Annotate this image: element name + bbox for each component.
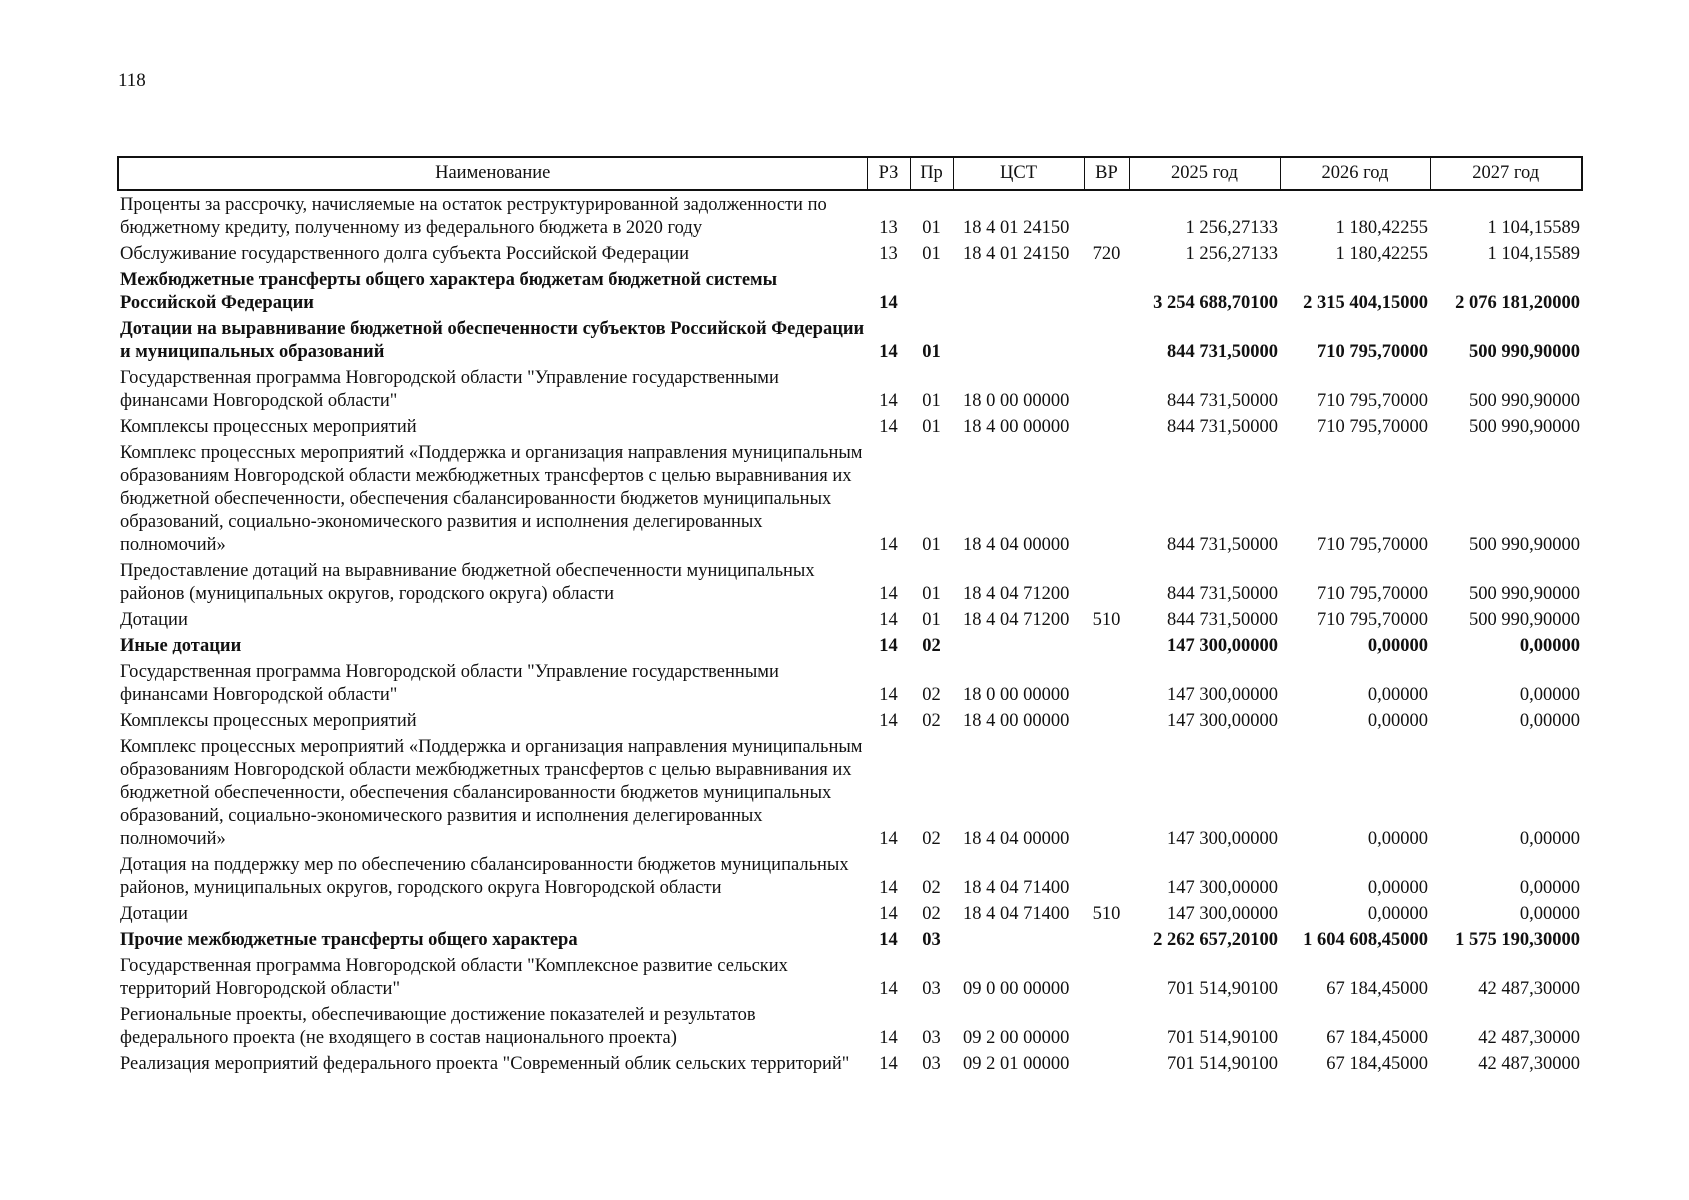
row-value-2026: 67 184,45000 — [1326, 979, 1428, 999]
row-cst: 09 2 01 00000 — [963, 1054, 1070, 1074]
row-vr — [1084, 658, 1129, 707]
row-name: Дотация на поддержку мер по обеспечению сбалансированности бюджетов муниципальных районов, муниципальных округов, городского округа Новгородской области — [120, 855, 849, 898]
row-value-2027: 500 990,90000 — [1469, 342, 1580, 362]
row-cst: 18 4 01 24150 — [963, 218, 1070, 238]
row-name: Иные дотации — [120, 636, 242, 656]
row-value-2025: 147 300,00000 — [1167, 685, 1278, 705]
table-row — [118, 707, 1582, 733]
row-value-2026: 0,00000 — [1367, 878, 1428, 898]
row-rz: 14 — [879, 904, 898, 924]
row-rz: 14 — [879, 584, 898, 604]
row-value-2025: 844 731,50000 — [1167, 535, 1278, 555]
row-value-2027: 0,00000 — [1519, 829, 1580, 849]
row-value-2026: 0,00000 — [1367, 904, 1428, 924]
row-value-2025: 147 300,00000 — [1167, 904, 1278, 924]
header-2025: 2025 год — [1129, 157, 1280, 190]
table-row — [118, 851, 1582, 900]
row-value-2027: 500 990,90000 — [1469, 535, 1580, 555]
table-row — [118, 413, 1582, 439]
row-value-2025: 2 262 657,20100 — [1153, 930, 1278, 950]
row-value-2026: 710 795,70000 — [1317, 391, 1428, 411]
row-pr: 03 — [922, 979, 941, 999]
table-row — [118, 952, 1582, 1001]
row-value-2025: 1 256,27133 — [1185, 218, 1278, 238]
row-value-2025: 147 300,00000 — [1167, 829, 1278, 849]
row-cst: 18 4 04 71200 — [963, 584, 1070, 604]
row-name: Комплекс процессных мероприятий «Поддержка и организация направления муниципальным образованиям Новгородской области межбюджетных трансфертов с целью выравнивания их бюджетной обеспеченности, обеспечения сбалансированности бюджетов муниципальных образований, социально-экономического развития и исполнения делегированных полномочий» — [120, 443, 863, 555]
row-cst: 18 4 00 00000 — [963, 711, 1070, 731]
row-rz: 14 — [879, 636, 898, 656]
row-rz: 14 — [879, 930, 898, 950]
row-rz: 14 — [879, 610, 898, 630]
table-row — [118, 439, 1582, 557]
row-value-2027: 1 104,15589 — [1487, 218, 1580, 238]
row-vr — [1084, 707, 1129, 733]
row-cst: 18 4 04 00000 — [963, 829, 1070, 849]
row-value-2027: 0,00000 — [1519, 904, 1580, 924]
row-rz: 14 — [879, 342, 898, 362]
row-rz: 14 — [879, 878, 898, 898]
row-name: Дотации — [120, 904, 188, 924]
row-cst: 18 4 01 24150 — [963, 244, 1070, 264]
row-cst: 18 0 00 00000 — [963, 685, 1070, 705]
row-vr — [1084, 315, 1129, 364]
row-value-2026: 710 795,70000 — [1317, 342, 1428, 362]
row-value-2027: 500 990,90000 — [1469, 584, 1580, 604]
row-vr: 720 — [1092, 244, 1121, 264]
row-rz: 13 — [879, 218, 898, 238]
row-value-2026: 1 180,42255 — [1335, 244, 1428, 264]
row-value-2025: 147 300,00000 — [1167, 636, 1278, 656]
row-pr: 01 — [922, 417, 941, 437]
row-rz: 14 — [879, 711, 898, 731]
row-value-2027: 2 076 181,20000 — [1455, 293, 1580, 313]
row-pr: 02 — [922, 636, 941, 656]
row-value-2026: 0,00000 — [1367, 829, 1428, 849]
header-2026: 2026 год — [1280, 157, 1430, 190]
row-cst: 18 4 04 00000 — [963, 535, 1070, 555]
row-pr: 02 — [922, 904, 941, 924]
row-pr: 02 — [922, 878, 941, 898]
table-header-row — [118, 157, 1582, 190]
row-cst: 18 4 04 71400 — [963, 904, 1070, 924]
table-row — [118, 606, 1582, 632]
row-name: Обслуживание государственного долга субъекта Российской Федерации — [120, 244, 690, 264]
row-value-2027: 1 575 190,30000 — [1455, 930, 1580, 950]
row-cst: 18 4 00 00000 — [963, 417, 1070, 437]
header-2027: 2027 год — [1430, 157, 1582, 190]
table-body — [118, 190, 1582, 1076]
row-value-2027: 0,00000 — [1519, 636, 1580, 656]
table-row — [118, 266, 1582, 315]
row-cst: 18 4 04 71400 — [963, 878, 1070, 898]
row-name: Предоставление дотаций на выравнивание бюджетной обеспеченности муниципальных районов (муниципальных округов, городского округа) области — [120, 561, 815, 604]
row-value-2026: 710 795,70000 — [1317, 417, 1428, 437]
budget-table — [117, 156, 1583, 1076]
row-value-2027: 0,00000 — [1519, 711, 1580, 731]
row-name: Межбюджетные трансферты общего характера бюджетам бюджетной системы Российской Федерации — [120, 270, 778, 313]
row-name: Комплексы процессных мероприятий — [120, 711, 417, 731]
table-row — [118, 1050, 1582, 1076]
row-name: Комплекс процессных мероприятий «Поддержка и организация направления муниципальным образованиям Новгородской области межбюджетных трансфертов с целью выравнивания их бюджетной обеспеченности, обеспечения сбалансированности бюджетов муниципальных образований, социально-экономического развития и исполнения делегированных полномочий» — [120, 737, 863, 849]
row-value-2026: 0,00000 — [1367, 636, 1428, 656]
row-pr: 01 — [922, 610, 941, 630]
row-value-2025: 147 300,00000 — [1167, 878, 1278, 898]
row-cst — [953, 926, 1084, 952]
row-rz: 13 — [879, 244, 898, 264]
row-value-2026: 2 315 404,15000 — [1303, 293, 1428, 313]
row-rz: 14 — [879, 535, 898, 555]
row-vr — [1084, 733, 1129, 851]
row-value-2026: 0,00000 — [1367, 685, 1428, 705]
row-cst — [953, 632, 1084, 658]
row-value-2026: 710 795,70000 — [1317, 610, 1428, 630]
row-value-2027: 0,00000 — [1519, 878, 1580, 898]
table-row — [118, 926, 1582, 952]
row-vr — [1084, 952, 1129, 1001]
row-vr: 510 — [1092, 610, 1121, 630]
row-cst — [953, 315, 1084, 364]
row-pr: 02 — [922, 829, 941, 849]
table-row — [118, 315, 1582, 364]
row-value-2026: 710 795,70000 — [1317, 535, 1428, 555]
row-vr — [1084, 926, 1129, 952]
row-name: Прочие межбюджетные трансферты общего характера — [120, 930, 578, 950]
row-cst: 18 4 04 71200 — [963, 610, 1070, 630]
row-vr — [1084, 413, 1129, 439]
row-pr: 01 — [922, 244, 941, 264]
row-pr: 01 — [922, 342, 941, 362]
row-value-2026: 67 184,45000 — [1326, 1054, 1428, 1074]
row-value-2026: 1 604 608,45000 — [1303, 930, 1428, 950]
row-value-2027: 500 990,90000 — [1469, 417, 1580, 437]
table-row — [118, 557, 1582, 606]
row-vr: 510 — [1092, 904, 1121, 924]
header-pr: Пр — [910, 157, 953, 190]
row-name: Комплексы процессных мероприятий — [120, 417, 417, 437]
row-value-2025: 701 514,90100 — [1167, 1028, 1278, 1048]
row-vr — [1084, 190, 1129, 240]
row-pr: 03 — [922, 930, 941, 950]
row-name: Дотации на выравнивание бюджетной обеспеченности субъектов Российской Федерации и муниципальных образований — [120, 319, 865, 362]
row-pr: 02 — [922, 711, 941, 731]
row-value-2026: 0,00000 — [1367, 711, 1428, 731]
row-pr — [910, 266, 953, 315]
row-value-2027: 42 487,30000 — [1478, 1054, 1580, 1074]
row-rz: 14 — [879, 417, 898, 437]
header-name: Наименование — [118, 157, 867, 190]
row-cst: 09 2 00 00000 — [963, 1028, 1070, 1048]
row-rz: 14 — [879, 685, 898, 705]
row-value-2025: 3 254 688,70100 — [1153, 293, 1278, 313]
table-row — [118, 632, 1582, 658]
header-cst: ЦСТ — [953, 157, 1084, 190]
row-name: Государственная программа Новгородской области "Управление государственными финансами Новгородской области" — [120, 368, 779, 411]
row-pr: 02 — [922, 685, 941, 705]
row-value-2025: 147 300,00000 — [1167, 711, 1278, 731]
row-rz: 14 — [879, 293, 898, 313]
table-row — [118, 190, 1582, 240]
table-row — [118, 1001, 1582, 1050]
row-value-2027: 1 104,15589 — [1487, 244, 1580, 264]
row-vr — [1084, 632, 1129, 658]
row-pr: 01 — [922, 218, 941, 238]
table-row — [118, 900, 1582, 926]
row-value-2025: 701 514,90100 — [1167, 1054, 1278, 1074]
row-pr: 01 — [922, 584, 941, 604]
row-value-2027: 42 487,30000 — [1478, 1028, 1580, 1048]
row-value-2025: 1 256,27133 — [1185, 244, 1278, 264]
row-value-2026: 710 795,70000 — [1317, 584, 1428, 604]
table-row — [118, 240, 1582, 266]
row-value-2025: 844 731,50000 — [1167, 610, 1278, 630]
row-vr — [1084, 851, 1129, 900]
row-pr: 03 — [922, 1028, 941, 1048]
row-value-2025: 844 731,50000 — [1167, 342, 1278, 362]
table-row — [118, 658, 1582, 707]
row-rz: 14 — [879, 979, 898, 999]
row-cst — [953, 266, 1084, 315]
row-name: Государственная программа Новгородской области "Управление государственными финансами Новгородской области" — [120, 662, 779, 705]
row-value-2027: 0,00000 — [1519, 685, 1580, 705]
row-rz: 14 — [879, 1028, 898, 1048]
row-vr — [1084, 557, 1129, 606]
row-cst: 18 0 00 00000 — [963, 391, 1070, 411]
row-value-2025: 844 731,50000 — [1167, 417, 1278, 437]
row-value-2026: 67 184,45000 — [1326, 1028, 1428, 1048]
row-rz: 14 — [879, 829, 898, 849]
table-row — [118, 733, 1582, 851]
row-rz: 14 — [879, 391, 898, 411]
row-value-2027: 500 990,90000 — [1469, 610, 1580, 630]
row-pr: 01 — [922, 391, 941, 411]
row-value-2025: 701 514,90100 — [1167, 979, 1278, 999]
row-vr — [1084, 439, 1129, 557]
row-value-2026: 1 180,42255 — [1335, 218, 1428, 238]
row-name: Дотации — [120, 610, 188, 630]
table-row — [118, 364, 1582, 413]
row-value-2027: 500 990,90000 — [1469, 391, 1580, 411]
row-name: Региональные проекты, обеспечивающие достижение показателей и результатов федерального проекта (не входящего в состав национального проекта) — [120, 1005, 756, 1048]
row-vr — [1084, 1050, 1129, 1076]
row-value-2025: 844 731,50000 — [1167, 391, 1278, 411]
row-pr: 03 — [922, 1054, 941, 1074]
row-vr — [1084, 364, 1129, 413]
row-name: Проценты за рассрочку, начисляемые на остаток реструктурированной задолженности по бюджетному кредиту, полученному из федерального бюджета в 2020 году — [120, 195, 827, 238]
header-vr: ВР — [1084, 157, 1129, 190]
row-name: Государственная программа Новгородской области "Комплексное развитие сельских территорий Новгородской области" — [120, 956, 788, 999]
row-rz: 14 — [879, 1054, 898, 1074]
page-number: 118 — [118, 70, 146, 91]
row-vr — [1084, 266, 1129, 315]
row-name: Реализация мероприятий федерального проекта "Современный облик сельских территорий" — [120, 1054, 850, 1074]
header-rz: РЗ — [867, 157, 910, 190]
row-cst: 09 0 00 00000 — [963, 979, 1070, 999]
row-pr: 01 — [922, 535, 941, 555]
row-vr — [1084, 1001, 1129, 1050]
row-value-2025: 844 731,50000 — [1167, 584, 1278, 604]
row-value-2027: 42 487,30000 — [1478, 979, 1580, 999]
